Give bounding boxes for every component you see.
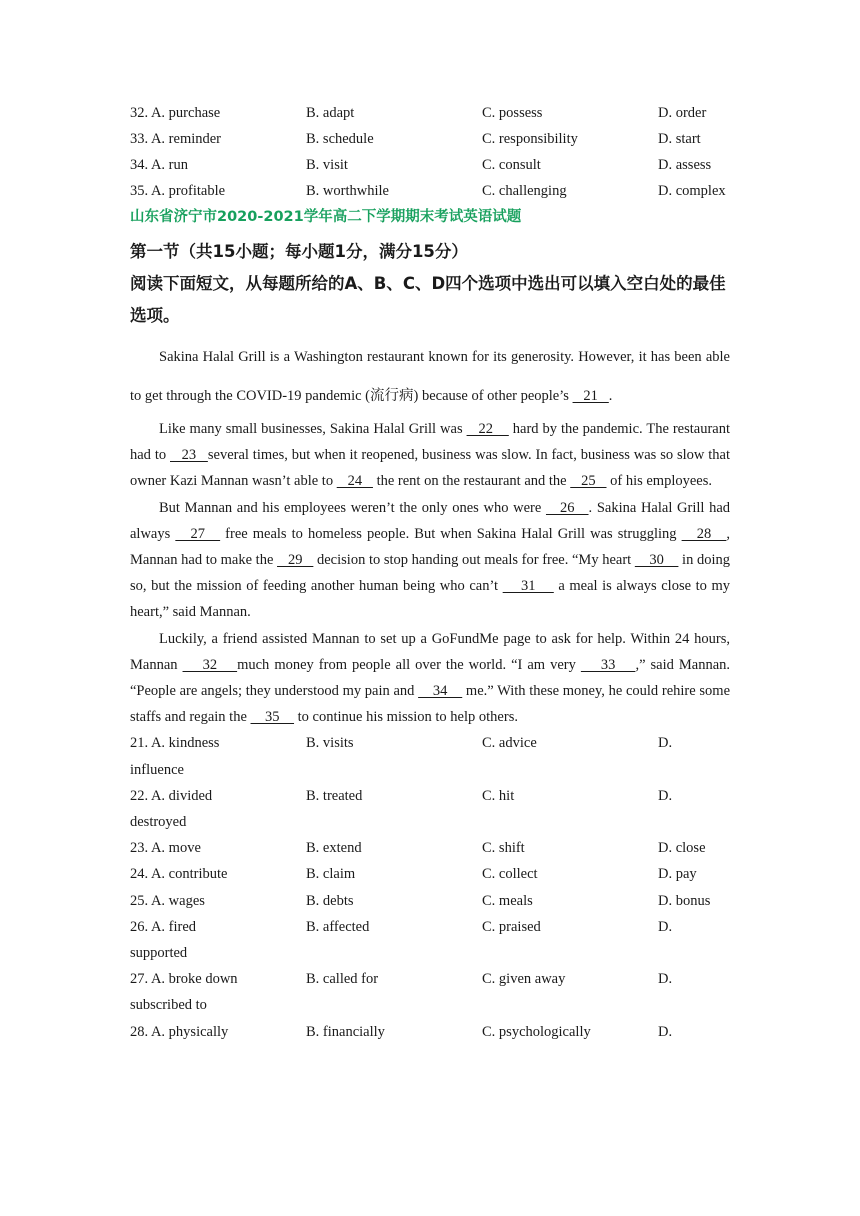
option-a: 28. A. physically — [130, 1023, 229, 1040]
question-row-21 — [130, 730, 730, 782]
option-c: C. praised — [482, 918, 541, 935]
option-b: B. affected — [306, 918, 370, 935]
blank-33: 33 — [580, 656, 636, 673]
passage-paragraph-3: But Mannan and his employees weren’t the only ones who were 26 . Sakina Halal Grill had always 27 free meals to homeless people. But when Sakina Halal Grill was struggling 28 , Mannan had to make the 29 decision to stop handing out meals for free. “My heart 30 in doing so, but the mission of feeding another human being who can’t 31 a meal is always close to my heart,” said Mannan. — [130, 499, 731, 621]
question-row-27 — [130, 966, 730, 1018]
option-row-33 — [130, 126, 730, 152]
question-row-22 — [130, 783, 730, 835]
option-d: D. — [658, 787, 673, 804]
blank-22: 22 — [466, 421, 509, 437]
option-c: C. consult — [482, 157, 541, 173]
option-c: C. advice — [482, 735, 537, 752]
option-a: 26. A. fired — [130, 918, 197, 935]
option-d-text: influence — [130, 761, 184, 778]
option-a: 34. A. run — [130, 157, 189, 173]
passage — [130, 338, 730, 730]
document-page — [130, 100, 730, 1045]
option-d: D. — [658, 918, 673, 935]
option-c: C. hit — [482, 787, 515, 804]
option-b: B. extend — [306, 840, 362, 857]
option-row-32 — [130, 100, 730, 126]
option-b: B. visit — [306, 157, 348, 173]
option-b: B. debts — [306, 892, 354, 909]
blank-24: 24 — [336, 473, 373, 490]
option-c: C. challenging — [482, 183, 567, 199]
option-a: 22. A. divided — [130, 787, 213, 804]
option-d: D. pay — [658, 866, 697, 883]
question-row-25 — [130, 888, 730, 914]
option-d: D. complex — [658, 183, 726, 199]
option-a: 35. A. profitable — [130, 183, 226, 199]
question-row-26 — [130, 914, 730, 966]
blank-21: 21 — [572, 388, 609, 404]
question-options — [130, 730, 730, 1044]
blank-34: 34 — [418, 683, 463, 700]
passage-paragraph-2: Like many small businesses, Sakina Halal Grill was 22 hard by the pandemic. The restaurant had to 23 several times, but when it reopened, business was slow. In fact, business was so slow that owner Kazi Mannan wasn’t able to 24 the rent on the restaurant and the 25 of his employees. — [130, 421, 731, 490]
section-title: 第一节（共15小题；每小题1分，满分15分） — [130, 242, 468, 261]
option-d: D. order — [658, 105, 707, 121]
blank-28: 28 — [681, 525, 727, 542]
option-d: D. start — [658, 131, 701, 147]
question-row-23 — [130, 835, 730, 861]
option-b: B. schedule — [306, 131, 374, 147]
blank-32: 32 — [182, 656, 238, 673]
question-row-24 — [130, 861, 730, 887]
option-row-34 — [130, 152, 730, 178]
blank-23: 23 — [170, 447, 208, 464]
option-d: D. close — [658, 840, 706, 857]
option-d-text: supported — [130, 944, 188, 961]
option-row-35 — [130, 178, 730, 204]
question-row-28 — [130, 1019, 730, 1045]
option-d: D. — [658, 1023, 673, 1040]
option-d: D. — [658, 971, 673, 988]
blank-30: 30 — [634, 552, 679, 569]
option-c: C. shift — [482, 840, 525, 857]
option-c: C. given away — [482, 971, 566, 988]
option-d: D. bonus — [658, 892, 711, 909]
option-d: D. assess — [658, 157, 712, 173]
option-b: B. visits — [306, 735, 354, 752]
option-c: C. collect — [482, 866, 538, 883]
option-b: B. financially — [306, 1023, 385, 1040]
option-c: C. meals — [482, 892, 533, 909]
blank-27: 27 — [175, 525, 221, 542]
option-b: B. called for — [306, 971, 379, 988]
passage-paragraph-1: Sakina Halal Grill is a Washington restaurant known for its generosity. However, it has been able to get through the COVID-19 pandemic (流行病) because of other people’s 21 . — [130, 349, 730, 404]
blank-31: 31 — [502, 578, 554, 595]
previous-options — [130, 100, 730, 204]
option-b: B. claim — [306, 866, 356, 883]
instruction-text: 阅读下面短文，从每题所给的A、B、C、D四个选项中选出可以填入空白处的最佳选项。 — [130, 274, 726, 325]
option-b: B. worthwhile — [306, 183, 389, 199]
blank-35: 35 — [250, 709, 295, 726]
option-a: 21. A. kindness — [130, 735, 220, 752]
option-d: D. — [658, 735, 673, 752]
option-a: 32. A. purchase — [130, 105, 221, 121]
option-a: 23. A. move — [130, 840, 201, 857]
option-c: C. psychologically — [482, 1023, 591, 1040]
option-b: B. treated — [306, 787, 363, 804]
blank-29: 29 — [277, 552, 314, 569]
option-b: B. adapt — [306, 105, 355, 121]
option-d-text: destroyed — [130, 814, 187, 831]
source-title: 山东省济宁市2020-2021学年高二下学期期末考试英语试题 — [130, 209, 522, 225]
option-c: C. possess — [482, 105, 543, 121]
option-d-text: subscribed to — [130, 997, 207, 1014]
blank-26: 26 — [545, 499, 589, 516]
option-a: 25. A. wages — [130, 892, 205, 909]
passage-paragraph-4: Luckily, a friend assisted Mannan to set up a GoFundMe page to ask for help. Within 24 hours, Mannan 32 much money from people all over the world. “I am very 33 ,” said Mannan. “People are angels; they understood my pain and 34 me.” With these money, he could rehire some staffs and regain the 35 to continue his mission to help others. — [130, 630, 731, 726]
blank-25: 25 — [570, 473, 607, 490]
option-a: 27. A. broke down — [130, 971, 238, 988]
option-c: C. responsibility — [482, 131, 578, 147]
option-a: 24. A. contribute — [130, 866, 228, 883]
option-a: 33. A. reminder — [130, 131, 222, 147]
